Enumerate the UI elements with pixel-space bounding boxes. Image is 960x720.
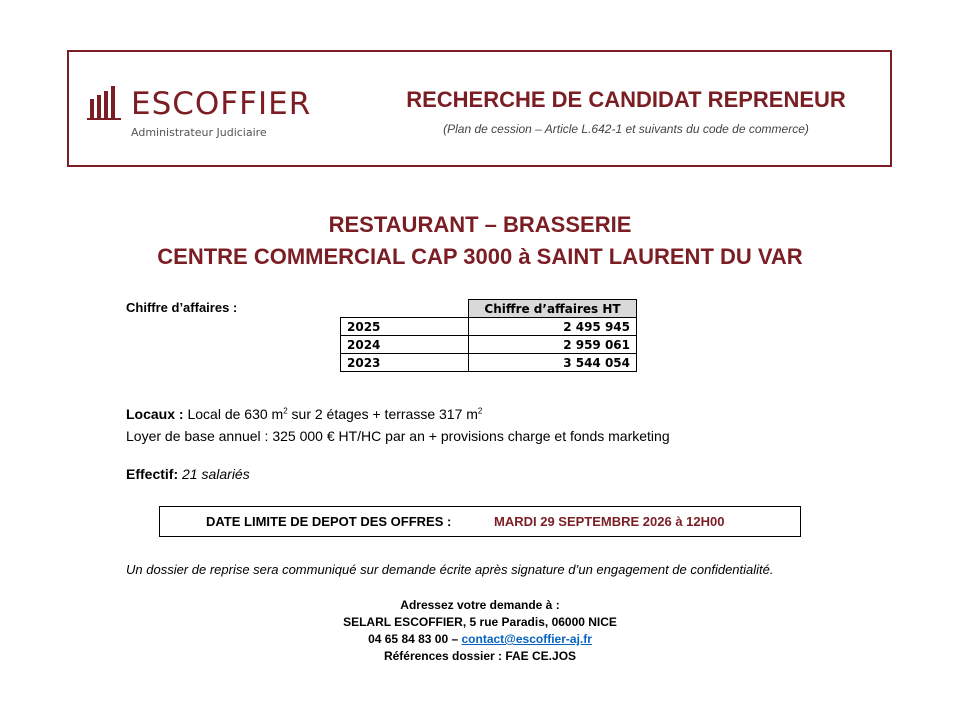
- confidentiality-note: Un dossier de reprise sera communiqué sur demande écrite après signature d’un engagement de confidentialité.: [126, 562, 774, 577]
- table-row: [341, 354, 637, 372]
- escoffier-logo: [87, 82, 337, 142]
- row-year: 2024: [341, 336, 469, 354]
- title-line-2: CENTRE COMMERCIAL CAP 3000 à SAINT LAURENT DU VAR: [157, 244, 803, 269]
- table-row: [341, 318, 637, 336]
- table-header-row: [341, 300, 637, 318]
- row-year: 2025: [341, 318, 469, 336]
- logo-subtitle: Administrateur Judiciaire: [131, 126, 267, 139]
- effectif-line: [126, 466, 250, 482]
- deadline-label: DATE LIMITE DE DEPOT DES OFFRES :: [206, 514, 452, 529]
- contact-phone-email: [0, 631, 960, 648]
- header-title: RECHERCHE DE CANDIDAT REPRENEUR: [406, 87, 846, 112]
- bar-chart-logo-icon: [87, 82, 127, 122]
- locaux-line: [126, 406, 482, 422]
- row-value: 3 544 054: [469, 354, 637, 372]
- locaux-text-a: Local de 630 m: [183, 406, 284, 422]
- loyer-line: Loyer de base annuel : 325 000 € HT/HC par an + provisions charge et fonds marketing: [126, 428, 670, 444]
- header-box: [67, 50, 892, 167]
- deadline-value: MARDI 29 SEPTEMBRE 2026 à 12H00: [494, 514, 725, 529]
- table-header-blank: [341, 300, 469, 318]
- locaux-text-b: sur 2 étages + terrasse 317 m: [287, 406, 478, 422]
- row-year: 2023: [341, 354, 469, 372]
- contact-address: SELARL ESCOFFIER, 5 rue Paradis, 06000 NICE: [343, 615, 617, 629]
- locaux-label: Locaux :: [126, 406, 184, 422]
- chiffre-label: Chiffre d’affaires :: [126, 300, 238, 315]
- effectif-label: Effectif:: [126, 466, 179, 482]
- effectif-value: 21 salariés: [182, 466, 250, 482]
- row-value: 2 495 945: [469, 318, 637, 336]
- deadline-box: [159, 506, 801, 537]
- header-subtitle: (Plan de cession – Article L.642-1 et suivants du code de commerce): [443, 122, 809, 136]
- locaux-sup-a: 2: [283, 406, 288, 416]
- title-line-1: RESTAURANT – BRASSERIE: [328, 212, 632, 237]
- table-row: [341, 336, 637, 354]
- table-column-header: Chiffre d’affaires HT: [469, 300, 637, 318]
- contact-phone: 04 65 84 83 00 –: [368, 632, 462, 646]
- locaux-sup-b: 2: [477, 406, 483, 416]
- contact-line-1: Adressez votre demande à :: [400, 598, 560, 612]
- logo-name: ESCOFFIER: [131, 86, 312, 122]
- contact-email-link[interactable]: contact@escoffier-aj.fr: [461, 632, 592, 646]
- contact-block: [0, 597, 960, 665]
- revenue-table: [340, 299, 637, 372]
- row-value: 2 959 061: [469, 336, 637, 354]
- contact-reference: Références dossier : FAE CE.JOS: [383, 649, 577, 663]
